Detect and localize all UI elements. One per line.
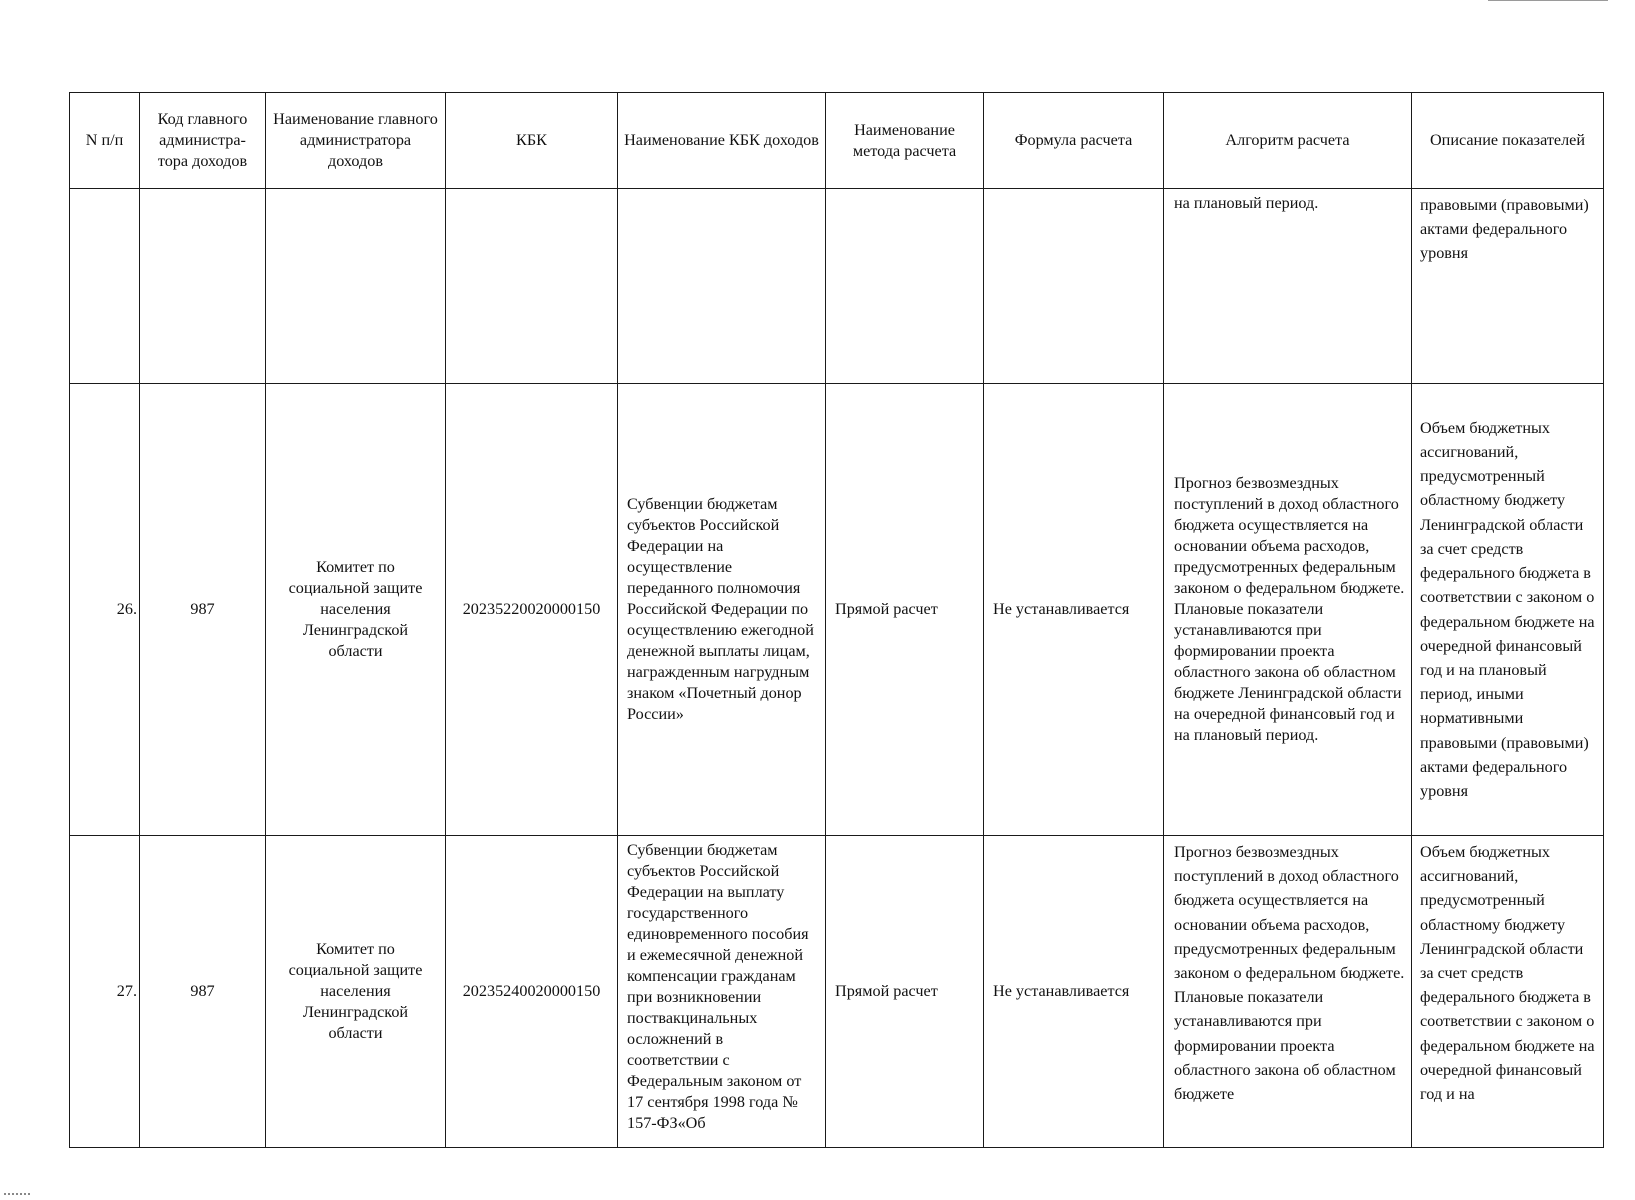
table-row	[70, 384, 1604, 836]
cell-code	[140, 189, 266, 384]
header-cell-method: Наименование метода расчета	[826, 93, 984, 189]
cell-kbk-name	[618, 189, 826, 384]
table-row-continuation	[70, 189, 1604, 384]
table-header-row	[70, 93, 1604, 189]
cell-description: правовыми (правовыми) актами федерального уровня	[1412, 189, 1604, 384]
cell-algorithm: Прогноз безвозмездных поступлений в доход областного бюджета осуществляется на основании объема расходов, предусмотренных федеральным законом о федеральном бюджете. Плановые показатели устанавливаются при формировании проекта областного закона об областном бюджете Ленинградской области на очередной финансовый год и на плановый период.	[1164, 384, 1412, 836]
header-cell-formula: Формула расчета	[984, 93, 1164, 189]
header-cell-kbk: КБК	[446, 93, 618, 189]
cell-num: 26.	[70, 384, 140, 836]
cell-code: 987	[140, 836, 266, 1148]
revenue-forecast-table	[69, 92, 1604, 1148]
cell-description: Объем бюджетных ассигнований, предусмотренный областному бюджету Ленинградской области за счет средств федерального бюджета в соответствии с законом о федеральном бюджете на очередной финансовый год и на	[1412, 836, 1604, 1148]
header-cell-code: Код главного администра-тора доходов	[140, 93, 266, 189]
cell-algorithm: на плановый период.	[1164, 189, 1412, 384]
header-cell-admin: Наименование главного администратора доходов	[266, 93, 446, 189]
cell-admin: Комитет по социальной защите населения Ленинградской области	[266, 384, 446, 836]
header-cell-algorithm: Алгоритм расчета	[1164, 93, 1412, 189]
cell-method: Прямой расчет	[826, 836, 984, 1148]
header-cell-kbk-name: Наименование КБК доходов	[618, 93, 826, 189]
header-cell-description: Описание показателей	[1412, 93, 1604, 189]
cell-admin	[266, 189, 446, 384]
table-row	[70, 836, 1604, 1148]
cell-method	[826, 189, 984, 384]
cell-kbk: 20235240020000150	[446, 836, 618, 1148]
header-cell-num: N п/п	[70, 93, 140, 189]
cell-description: Объем бюджетных ассигнований, предусмотренный областному бюджету Ленинградской области за счет средств федерального бюджета в соответствии с законом о федеральном бюджете на очередной финансовый год и на плановый период, иными нормативными правовыми (правовыми) актами федерального уровня	[1412, 384, 1604, 836]
cell-num: 27.	[70, 836, 140, 1148]
cell-algorithm: Прогноз безвозмездных поступлений в доход областного бюджета осуществляется на основании объема расходов, предусмотренных федеральным законом о федеральном бюджете. Плановые показатели устанавливаются при формировании проекта областного закона об областном бюджете	[1164, 836, 1412, 1148]
cell-code: 987	[140, 384, 266, 836]
cell-formula: Не устанавливается	[984, 384, 1164, 836]
cell-kbk-name: Субвенции бюджетам субъектов Российской Федерации на осуществление переданного полномочия Российской Федерации по осуществлению ежегодной денежной выплаты лицам, награжденным нагрудным знаком «Почетный донор России»	[618, 384, 826, 836]
cell-method: Прямой расчет	[826, 384, 984, 836]
cell-kbk-name: Субвенции бюджетам субъектов Российской Федерации на выплату государственного единовременного пособия и ежемесячной денежной компенсации гражданам при возникновении поствакцинальных осложнений в соответствии с Федеральным законом от 17 сентября 1998 года № 157-ФЗ«Об	[618, 836, 826, 1148]
cell-formula	[984, 189, 1164, 384]
cell-formula: Не устанавливается	[984, 836, 1164, 1148]
cell-kbk	[446, 189, 618, 384]
scan-artifact-line	[1488, 0, 1608, 1]
scan-artifact-mark	[4, 1193, 30, 1199]
cell-admin: Комитет по социальной защите населения Ленинградской области	[266, 836, 446, 1148]
cell-kbk: 20235220020000150	[446, 384, 618, 836]
cell-num	[70, 189, 140, 384]
